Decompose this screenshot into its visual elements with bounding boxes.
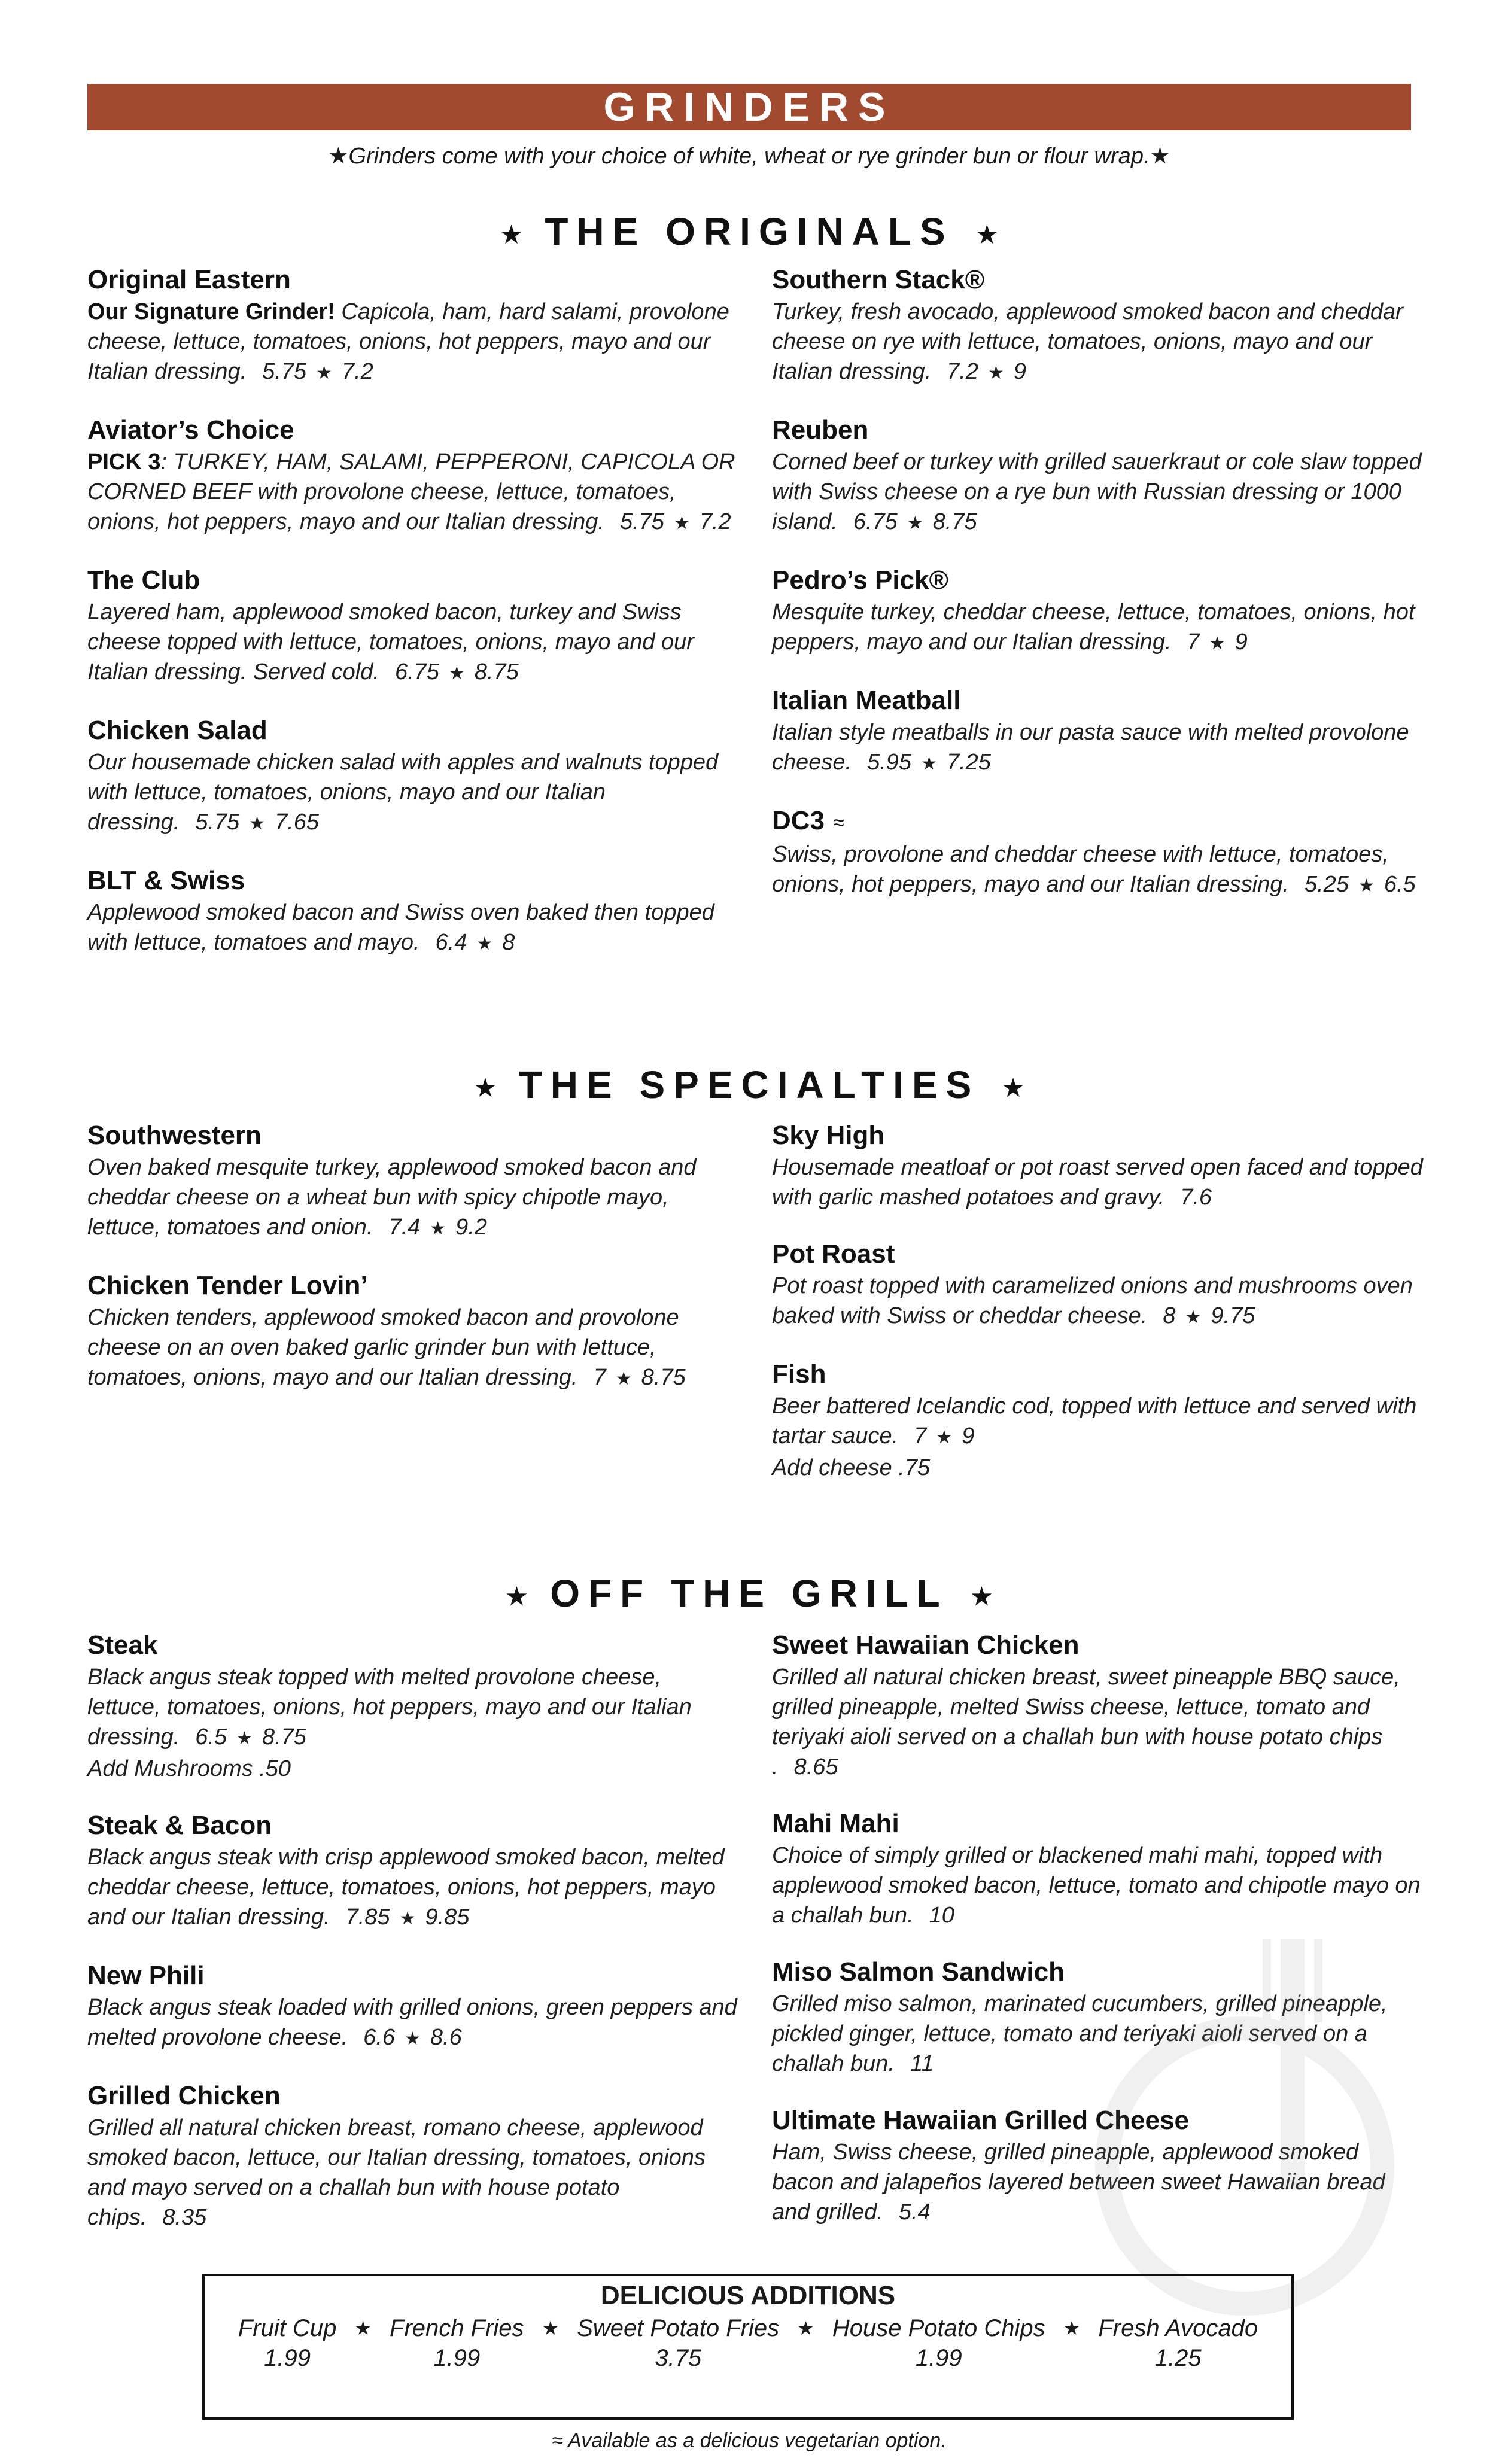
menu-item-title: DC3 [772, 806, 825, 835]
price-group [262, 359, 373, 384]
addition-name: Fruit Cup [238, 2315, 337, 2341]
price-group [914, 1423, 974, 1449]
menu-item-title: Pedro’s Pick® [772, 565, 948, 595]
price-small: 5.4 [898, 2200, 931, 2225]
menu-item-title: Southern Stack® [772, 265, 985, 294]
menu-item-description [772, 839, 1424, 901]
price-small: 6.75 [394, 659, 439, 685]
menu-item [87, 714, 740, 839]
menu-item-title: Southwestern [87, 1121, 262, 1150]
price-large: 6.5 [1384, 872, 1416, 897]
menu-item-title: Italian Meatball [772, 686, 961, 715]
star-icon: ★ [975, 220, 999, 250]
star-icon: ★ [1358, 876, 1375, 896]
menu-item-title: Pot Roast [772, 1239, 895, 1268]
menu-item-title: Chicken Tender Lovin’ [87, 1271, 368, 1300]
star-icon: ★ [1063, 2317, 1081, 2339]
menu-item [772, 1358, 1424, 1483]
addition-item [832, 2313, 1045, 2373]
addition-item [390, 2313, 524, 2373]
menu-item [87, 1959, 740, 2054]
price-group [910, 2051, 934, 2076]
menu-item-text: Ham, Swiss cheese, grilled pineapple, applewood smoked bacon and jalapeños layered between sweet Hawaiian bread and grilled. [772, 2140, 1385, 2225]
menu-item-description [87, 597, 740, 689]
menu-item-name [87, 1119, 740, 1152]
price-small: 7.2 [947, 359, 978, 384]
additions-title: DELICIOUS ADDITIONS [600, 2281, 896, 2310]
price-group [395, 659, 519, 685]
grill-left-column [87, 1629, 740, 2258]
menu-item-text: Turkey, fresh avocado, applewood smoked bacon and cheddar cheese on rye with lettuce, tomatoes, onions, mayo and our Italian dressing. [772, 299, 1403, 384]
menu-item [87, 413, 740, 539]
menu-item-title: Grilled Chicken [87, 2081, 281, 2110]
section-title-originals: ★ THE ORIGINALS ★ [499, 210, 999, 253]
menu-item-description [87, 447, 740, 539]
star-icon: ★ [615, 1369, 632, 1389]
price-small: 7.85 [345, 1905, 390, 1930]
price-large: 9 [1234, 629, 1248, 655]
addition-name: House Potato Chips [832, 2315, 1045, 2341]
star-icon: ★ [473, 1073, 497, 1103]
grinders-banner: GRINDERS [87, 84, 1411, 130]
addition-item [577, 2313, 779, 2373]
menu-item-text: Black angus steak topped with melted provolone cheese, lettuce, tomatoes, onions, hot peppers, mayo and our Italian dressing. [87, 1665, 692, 1750]
menu-item-description [772, 1391, 1424, 1453]
star-icon: ★ [236, 1729, 253, 1748]
menu-item-description [87, 297, 740, 388]
menu-item-title: Sweet Hawaiian Chicken [772, 1631, 1080, 1660]
addition-name: Sweet Potato Fries [577, 2315, 780, 2341]
menu-item-text: Swiss, provolone and cheddar cheese with lettuce, tomatoes, onions, hot peppers, mayo and our Italian dressing. [772, 842, 1389, 897]
price-group [620, 509, 731, 534]
star-icon: ★ [399, 1909, 416, 1928]
vegetarian-footnote: ≈ Available as a delicious vegetarian option. [552, 2429, 947, 2452]
section-title-grill: ★ OFF THE GRILL ★ [504, 1572, 994, 1615]
menu-item-text: Black angus steak loaded with grilled onions, green peppers and melted provolone cheese. [87, 1995, 737, 2050]
menu-item-description [87, 1303, 740, 1394]
menu-item [87, 263, 740, 388]
price-group [195, 810, 319, 835]
star-icon: ★ [1209, 634, 1226, 653]
star-icon: ★ [797, 2317, 814, 2339]
menu-item [772, 804, 1424, 901]
star-icon: ★ [249, 814, 266, 833]
menu-item-description [87, 898, 740, 959]
price-group [794, 1754, 838, 1779]
star-icon: ★ [1001, 1073, 1025, 1103]
menu-item-title: Steak [87, 1631, 158, 1660]
price-group [899, 2200, 931, 2225]
star-icon: ★ [448, 664, 465, 683]
menu-item-text: Chicken tenders, applewood smoked bacon and provolone cheese on an oven baked garlic grinder bun with lettuce, tomatoes, onions, mayo and our Italian dressing. [87, 1305, 679, 1390]
menu-item-text: Italian style meatballs in our pasta sauce with melted provolone cheese. [772, 720, 1409, 775]
star-icon: ★ [499, 220, 524, 250]
originals-left-column [87, 263, 740, 984]
menu-item-description [87, 2113, 740, 2232]
price-large: 8.75 [474, 659, 519, 685]
menu-item-description [87, 747, 740, 839]
menu-item-name [772, 684, 1424, 717]
price-large: 7.2 [699, 509, 731, 534]
menu-item-name [87, 1809, 740, 1842]
menu-item-title: The Club [87, 565, 200, 595]
menu-item-description [87, 1152, 740, 1244]
menu-item-title: Sky High [772, 1121, 885, 1150]
star-icon: ★ [936, 1428, 953, 1447]
star-icon: ★ [316, 363, 333, 383]
section-title-specialties: ★ THE SPECIALTIES ★ [473, 1063, 1025, 1106]
price-large: 8.75 [641, 1365, 686, 1390]
menu-item-name [772, 413, 1424, 447]
fork-plate-icon [1065, 1915, 1400, 2334]
menu-item [772, 1629, 1424, 1782]
menu-item-title: Mahi Mahi [772, 1809, 899, 1838]
menu-item [772, 684, 1424, 779]
star-icon: ★ [504, 1581, 529, 1611]
menu-item [772, 1119, 1424, 1212]
menu-item [772, 564, 1424, 659]
menu-item-text: Pot roast topped with caramelized onions and mushrooms oven baked with Swiss or cheddar cheese. [772, 1273, 1413, 1328]
menu-item-text: Black angus steak with crisp applewood smoked bacon, melted cheddar cheese, lettuce, tomatoes, onions, hot peppers, mayo and our Italian dressing. [87, 1845, 725, 1930]
menu-item-name [772, 1119, 1424, 1152]
menu-item [87, 1809, 740, 1934]
price-large: 8.6 [430, 2025, 462, 2050]
menu-item-title: Steak & Bacon [87, 1811, 272, 1840]
menu-item [772, 263, 1424, 388]
price-large: 8 [502, 930, 515, 955]
price-group [346, 1905, 470, 1930]
price-small: 6.75 [853, 509, 898, 534]
star-icon: ★ [476, 934, 493, 954]
price-large: 7.2 [342, 359, 373, 384]
menu-item-text: Applewood smoked bacon and Swiss oven baked then topped with lettuce, tomatoes and mayo. [87, 900, 714, 955]
menu-item-text: Our housemade chicken salad with apples and walnuts topped with lettuce, tomatoes, onions, mayo and our Italian dressing. [87, 750, 719, 835]
grinders-note: ★Grinders come with your choice of white, wheat or rye grinder bun or flour wrap.★ [328, 144, 1170, 169]
price-small: 5.75 [262, 359, 307, 384]
menu-item-name [772, 1629, 1424, 1662]
menu-item-description [772, 1271, 1424, 1333]
menu-item-title: Chicken Salad [87, 716, 267, 745]
menu-item-name [87, 263, 740, 297]
menu-item-name [772, 1358, 1424, 1391]
menu-item-description [772, 1152, 1424, 1212]
price-small: 6.6 [363, 2025, 395, 2050]
menu-item-text: Corned beef or turkey with grilled sauerkraut or cole slaw topped with Swiss cheese on a rye bun with Russian dressing or 1000 island. [772, 449, 1422, 534]
menu-item-text: Capicola, ham, hard salami, provolone cheese, lettuce, tomatoes, onions, hot peppers, mayo and our Italian dressing. [87, 299, 729, 384]
menu-item-text: Grilled all natural chicken breast, romano cheese, applewood smoked bacon, lettuce, our Italian dressing, tomatoes, onions and mayo served on a challah bun with house potato chips. [87, 2115, 706, 2230]
menu-item-title: Reuben [772, 415, 869, 445]
menu-item-description [87, 1662, 740, 1754]
price-small: 8 [1163, 1303, 1176, 1328]
menu-item-name [772, 804, 1424, 839]
star-icon: ★ [542, 2317, 560, 2339]
addition-name: Fresh Avocado [1098, 2315, 1258, 2341]
addition-price: 1.99 [915, 2345, 962, 2371]
menu-item-lead: PICK 3 [87, 449, 161, 474]
menu-item-text: Beer battered Icelandic cod, topped with lettuce and served with tartar sauce. [772, 1394, 1417, 1449]
menu-item-title: Aviator’s Choice [87, 415, 294, 445]
price-group [867, 750, 991, 775]
star-icon: ★ [354, 2317, 372, 2339]
menu-item-title: New Phili [87, 1961, 205, 1990]
menu-item-name [87, 564, 740, 597]
menu-item-title: Miso Salmon Sandwich [772, 1957, 1065, 1987]
price-large: 9 [962, 1423, 975, 1449]
delicious-additions-box [202, 2274, 1294, 2420]
addition-price: 1.25 [1154, 2345, 1202, 2371]
addition-price: 1.99 [264, 2345, 311, 2371]
star-icon: ★ [969, 1581, 994, 1611]
menu-item-addon: Add cheese .75 [772, 1455, 931, 1480]
star-icon: ★ [405, 2029, 421, 2049]
menu-item-name [772, 263, 1424, 297]
star-icon: ★ [907, 513, 923, 533]
menu-item-description [772, 447, 1424, 539]
star-icon: ★ [1185, 1307, 1202, 1327]
menu-item-text: Oven baked mesquite turkey, applewood smoked bacon and cheddar cheese on a wheat bun with spicy chipotle mayo, lettuce, tomatoes and onion. [87, 1155, 697, 1240]
addition-item [1098, 2313, 1258, 2373]
leaf-icon: ≈ [833, 811, 844, 834]
menu-item [87, 1119, 740, 1244]
price-large: 8.75 [262, 1724, 306, 1750]
menu-item-name [772, 1237, 1424, 1271]
price-small: 11 [910, 2051, 934, 2076]
price-small: 5.75 [195, 810, 240, 835]
price-large: 9.2 [455, 1215, 487, 1240]
menu-item-name [87, 413, 740, 447]
price-group [929, 1903, 954, 1928]
menu-item-text: Mesquite turkey, cheddar cheese, lettuce, tomatoes, onions, hot peppers, mayo and our Italian dressing. [772, 600, 1415, 655]
price-small: 7 [593, 1365, 606, 1390]
menu-item-name [87, 864, 740, 898]
menu-item-text: Layered ham, applewood smoked bacon, turkey and Swiss cheese topped with lettuce, tomatoes, onions, mayo and our Italian dressing. Served cold. [87, 600, 694, 685]
menu-item [772, 1237, 1424, 1333]
price-group [1180, 1185, 1212, 1210]
price-group [436, 930, 515, 955]
menu-item-title: BLT & Swiss [87, 866, 245, 895]
menu-item-name [87, 1269, 740, 1303]
price-small: 5.75 [619, 509, 664, 534]
menu-item [772, 1807, 1424, 1930]
price-small: 5.25 [1304, 872, 1349, 897]
star-icon: ★ [921, 754, 937, 774]
price-small: 7.4 [388, 1215, 421, 1240]
menu-item [772, 413, 1424, 539]
price-large: 7.25 [946, 750, 991, 775]
price-small: 10 [929, 1903, 954, 1928]
menu-item-name [87, 1959, 740, 1993]
price-small: 5.95 [867, 750, 912, 775]
menu-item-description [772, 297, 1424, 388]
menu-item-name [772, 564, 1424, 597]
menu-item-description [87, 1842, 740, 1934]
price-large: 9 [1013, 359, 1027, 384]
menu-item [87, 564, 740, 689]
price-group [162, 2205, 206, 2230]
specialties-left-column [87, 1119, 740, 1419]
menu-item-name [87, 714, 740, 747]
menu-item-description [772, 597, 1424, 659]
star-icon: ★ [673, 513, 690, 533]
menu-item-lead: Our Signature Grinder! [87, 299, 335, 324]
price-large: 9.75 [1211, 1303, 1255, 1328]
menu-item-name [772, 1807, 1424, 1841]
menu-item-name [87, 1629, 740, 1662]
menu-item-description [772, 1662, 1424, 1782]
price-small: 8.35 [162, 2205, 207, 2230]
price-small: 7 [1187, 629, 1200, 655]
menu-item-title: Original Eastern [87, 265, 291, 294]
menu-item-title: Ultimate Hawaiian Grilled Cheese [772, 2106, 1189, 2135]
price-group [1163, 1303, 1255, 1328]
price-small: 6.5 [195, 1724, 227, 1750]
price-small: 8.65 [793, 1754, 838, 1779]
menu-item [87, 1629, 740, 1784]
addition-price: 1.99 [433, 2345, 481, 2371]
menu-item-text: Choice of simply grilled or blackened mahi mahi, topped with applewood smoked bacon, lettuce, tomato and chipotle mayo on a challah bun. [772, 1843, 1421, 1928]
menu-item-addon: Add Mushrooms .50 [87, 1756, 291, 1781]
star-icon: ★ [430, 1219, 446, 1239]
addition-name: French Fries [390, 2315, 524, 2341]
price-large: 8.75 [932, 509, 977, 534]
price-group [853, 509, 977, 534]
price-small: 6.4 [435, 930, 467, 955]
specialties-right-column [772, 1119, 1424, 1508]
menu-item-description [772, 717, 1424, 779]
price-large: 9.85 [425, 1905, 470, 1930]
price-group [195, 1724, 306, 1750]
price-group [1187, 629, 1248, 655]
price-group [594, 1365, 686, 1390]
additions-list [205, 2313, 1291, 2373]
menu-item [87, 2079, 740, 2232]
addition-item [238, 2313, 337, 2373]
price-group [1305, 872, 1416, 897]
price-small: 7.6 [1180, 1185, 1212, 1210]
star-icon: ★ [987, 363, 1004, 383]
menu-item-text: : TURKEY, HAM, SALAMI, PEPPERONI, CAPICOLA OR CORNED BEEF with provolone cheese, lettuce, tomatoes, onions, hot peppers, mayo and our Italian dressing. [87, 449, 735, 534]
price-small: 7 [914, 1423, 927, 1449]
price-group [388, 1215, 487, 1240]
addition-price: 3.75 [655, 2345, 702, 2371]
menu-item-text: Grilled all natural chicken breast, sweet pineapple BBQ sauce, grilled pineapple, melted Swiss cheese, lettuce, tomato and teriyaki aioli served on a challah bun with house potato chips . [772, 1665, 1400, 1779]
menu-item-description [87, 1993, 740, 2054]
menu-item [87, 1269, 740, 1394]
price-group [363, 2025, 462, 2050]
price-group [947, 359, 1026, 384]
menu-item-title: Fish [772, 1359, 826, 1389]
menu-item [87, 864, 740, 959]
menu-item-name [87, 2079, 740, 2113]
originals-right-column [772, 263, 1424, 926]
menu-item-text: Housemade meatloaf or pot roast served open faced and topped with garlic mashed potatoes and gravy. [772, 1155, 1423, 1210]
menu-item-text: Grilled miso salmon, marinated cucumbers, grilled pineapple, pickled ginger, lettuce, tomato and teriyaki aioli served on a challah bun. [772, 1991, 1388, 2076]
price-large: 7.65 [275, 810, 320, 835]
